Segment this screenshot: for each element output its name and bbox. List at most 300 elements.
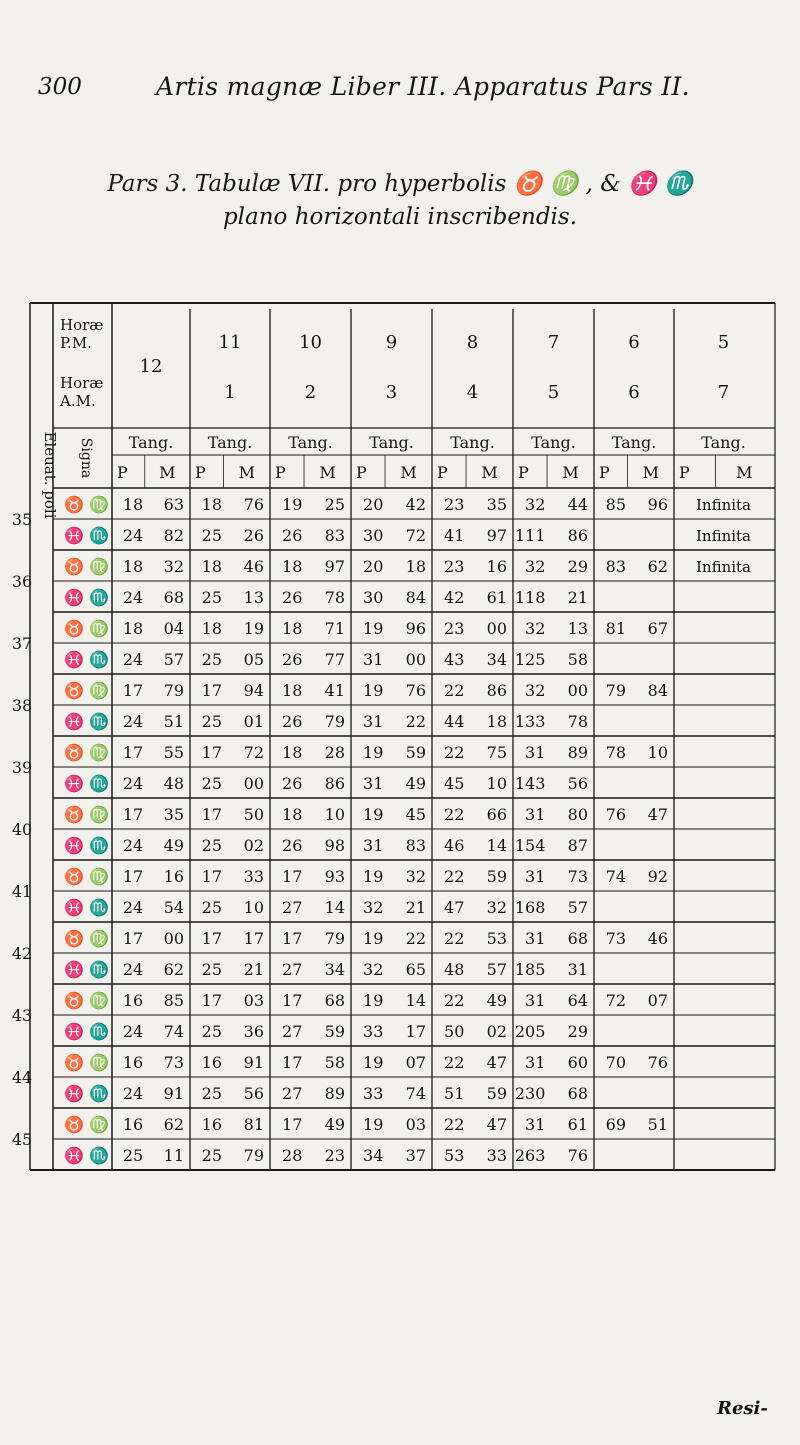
- degrees-value: 42: [444, 588, 465, 607]
- minutes-value: 10: [647, 743, 668, 762]
- minutes-value: 92: [647, 867, 668, 886]
- degrees-value: 22: [444, 805, 465, 824]
- infinite-value: Infinita: [695, 496, 752, 514]
- running-head: Artis magnæ Liber III. Apparatus Pars II.: [156, 72, 690, 101]
- m-label: M: [400, 463, 417, 482]
- degrees-value: 24: [122, 712, 144, 731]
- degrees-value: 73: [605, 929, 626, 948]
- sign-cell: ♓ ♏: [64, 650, 109, 669]
- minutes-value: 32: [486, 898, 507, 917]
- sign-cell: ♉ ♍: [64, 1053, 109, 1072]
- hour-am: 4: [466, 382, 479, 403]
- minutes-value: 91: [163, 1084, 184, 1103]
- degrees-value: 133: [514, 712, 546, 731]
- hour-pm: 6: [628, 332, 640, 353]
- minutes-value: 28: [324, 743, 345, 762]
- degrees-value: 32: [525, 619, 546, 638]
- degrees-value: 17: [282, 1053, 303, 1072]
- degrees-value: 25: [201, 1084, 222, 1103]
- minutes-value: 02: [486, 1022, 507, 1041]
- pole-number: 35: [11, 510, 33, 529]
- hour-pm: 8: [466, 332, 479, 353]
- degrees-value: 16: [201, 1115, 222, 1134]
- degrees-value: 16: [201, 1053, 222, 1072]
- degrees-value: 23: [444, 557, 465, 576]
- p-label: P: [599, 463, 610, 482]
- minutes-value: 04: [163, 619, 184, 638]
- degrees-value: 168: [514, 898, 546, 917]
- degrees-value: 19: [363, 867, 384, 886]
- m-label: M: [642, 463, 659, 482]
- degrees-value: 19: [282, 495, 303, 514]
- minutes-value: 91: [243, 1053, 264, 1072]
- degrees-value: 44: [444, 712, 465, 731]
- minutes-value: 03: [243, 991, 264, 1010]
- degrees-value: 85: [605, 495, 626, 514]
- minutes-value: 17: [405, 1022, 426, 1041]
- minutes-value: 76: [567, 1146, 588, 1165]
- degrees-value: 24: [122, 650, 144, 669]
- minutes-value: 56: [243, 1084, 264, 1103]
- hour-am: 3: [385, 382, 398, 403]
- m-label: M: [562, 463, 579, 482]
- pole-elevation-label: Eleuat. poli: [41, 431, 59, 519]
- minutes-value: 72: [405, 526, 426, 545]
- minutes-value: 23: [324, 1146, 345, 1165]
- degrees-value: 51: [444, 1084, 465, 1103]
- degrees-value: 31: [525, 1115, 546, 1134]
- degrees-value: 18: [201, 495, 222, 514]
- degrees-value: 19: [363, 805, 384, 824]
- degrees-value: 18: [201, 619, 222, 638]
- degrees-value: 76: [605, 805, 626, 824]
- minutes-value: 65: [405, 960, 426, 979]
- pole-number: 41: [11, 882, 33, 901]
- hour-pm: 7: [547, 332, 560, 353]
- minutes-value: 18: [405, 557, 426, 576]
- minutes-value: 94: [243, 681, 264, 700]
- hour-am: 1: [224, 382, 236, 403]
- minutes-value: 07: [405, 1053, 426, 1072]
- degrees-value: 111: [514, 526, 546, 545]
- horae-am-label: Horæ: [60, 374, 104, 392]
- degrees-value: 27: [282, 1084, 303, 1103]
- sign-cell: ♉ ♍: [64, 743, 109, 762]
- minutes-value: 33: [243, 867, 264, 886]
- minutes-value: 02: [243, 836, 264, 855]
- horae-pm-label: Horæ: [60, 316, 104, 334]
- pole-number: 44: [11, 1068, 33, 1087]
- degrees-value: 25: [201, 712, 222, 731]
- minutes-value: 57: [486, 960, 507, 979]
- degrees-value: 20: [363, 557, 384, 576]
- minutes-value: 41: [324, 681, 345, 700]
- sign-cell: ♓ ♏: [64, 898, 109, 917]
- degrees-value: 16: [122, 1115, 144, 1134]
- minutes-value: 10: [486, 774, 507, 793]
- pole-number: 43: [11, 1006, 33, 1025]
- degrees-value: 25: [201, 1146, 222, 1165]
- sign-cell: ♓ ♏: [64, 1022, 109, 1041]
- minutes-value: 83: [405, 836, 426, 855]
- degrees-value: 16: [122, 1053, 144, 1072]
- sign-cell: ♓ ♏: [64, 526, 109, 545]
- degrees-value: 31: [525, 1053, 546, 1072]
- sign-cell: ♓ ♏: [64, 1146, 109, 1165]
- minutes-value: 79: [163, 681, 184, 700]
- degrees-value: 74: [605, 867, 626, 886]
- degrees-value: 32: [525, 681, 546, 700]
- degrees-value: 18: [201, 557, 222, 576]
- degrees-value: 22: [444, 1115, 465, 1134]
- minutes-value: 44: [567, 495, 588, 514]
- degrees-value: 81: [605, 619, 626, 638]
- minutes-value: 00: [163, 929, 184, 948]
- minutes-value: 68: [567, 929, 588, 948]
- minutes-value: 89: [567, 743, 588, 762]
- tang-label: Tang.: [611, 433, 657, 452]
- minutes-value: 45: [405, 805, 426, 824]
- degrees-value: 31: [363, 836, 384, 855]
- minutes-value: 68: [567, 1084, 588, 1103]
- sign-cell: ♉ ♍: [64, 805, 109, 824]
- minutes-value: 66: [486, 805, 507, 824]
- degrees-value: 19: [363, 743, 384, 762]
- tang-label: Tang.: [207, 433, 253, 452]
- minutes-value: 74: [163, 1022, 184, 1041]
- minutes-value: 73: [163, 1053, 184, 1072]
- pole-number: 39: [11, 758, 33, 777]
- degrees-value: 17: [282, 1115, 303, 1134]
- minutes-value: 03: [405, 1115, 426, 1134]
- p-label: P: [275, 463, 286, 482]
- minutes-value: 00: [486, 619, 507, 638]
- minutes-value: 78: [324, 588, 345, 607]
- minutes-value: 14: [405, 991, 426, 1010]
- degrees-value: 41: [444, 526, 465, 545]
- minutes-value: 82: [163, 526, 184, 545]
- degrees-value: 17: [201, 805, 222, 824]
- signa-label: Signa: [78, 437, 94, 479]
- infinite-value: Infinita: [695, 558, 752, 576]
- degrees-value: 19: [363, 929, 384, 948]
- degrees-value: 24: [122, 588, 144, 607]
- minutes-value: 85: [163, 991, 184, 1010]
- minutes-value: 76: [405, 681, 426, 700]
- degrees-value: 24: [122, 526, 144, 545]
- degrees-value: 17: [282, 929, 303, 948]
- degrees-value: 263: [514, 1146, 546, 1165]
- minutes-value: 78: [567, 712, 588, 731]
- minutes-value: 49: [163, 836, 184, 855]
- tang-label: Tang.: [450, 433, 495, 452]
- minutes-value: 79: [324, 712, 345, 731]
- degrees-value: 19: [363, 619, 384, 638]
- minutes-value: 86: [324, 774, 345, 793]
- minutes-value: 47: [647, 805, 668, 824]
- degrees-value: 18: [282, 743, 303, 762]
- degrees-value: 25: [201, 650, 222, 669]
- minutes-value: 16: [163, 867, 184, 886]
- minutes-value: 00: [405, 650, 426, 669]
- minutes-value: 79: [324, 929, 345, 948]
- minutes-value: 34: [324, 960, 345, 979]
- degrees-value: 18: [122, 557, 144, 576]
- degrees-value: 47: [444, 898, 465, 917]
- degrees-value: 24: [122, 898, 144, 917]
- minutes-value: 62: [163, 960, 184, 979]
- tang-label: Tang.: [128, 433, 174, 452]
- hour-pm: 5: [717, 332, 730, 353]
- degrees-value: 31: [525, 991, 546, 1010]
- minutes-value: 86: [486, 681, 507, 700]
- degrees-value: 72: [605, 991, 626, 1010]
- minutes-value: 97: [324, 557, 345, 576]
- minutes-value: 77: [324, 650, 345, 669]
- degrees-value: 32: [525, 495, 546, 514]
- minutes-value: 74: [405, 1084, 426, 1103]
- minutes-value: 10: [324, 805, 345, 824]
- degrees-value: 205: [514, 1022, 546, 1041]
- degrees-value: 34: [363, 1146, 384, 1165]
- degrees-value: 26: [282, 526, 303, 545]
- minutes-value: 14: [324, 898, 345, 917]
- degrees-value: 43: [444, 650, 465, 669]
- sign-cell: ♓ ♏: [64, 836, 109, 855]
- minutes-value: 46: [243, 557, 264, 576]
- p-label: P: [437, 463, 448, 482]
- p-label: P: [518, 463, 529, 482]
- degrees-value: 27: [282, 1022, 303, 1041]
- degrees-value: 17: [122, 681, 144, 700]
- degrees-value: 22: [444, 991, 465, 1010]
- hour-am: 5: [547, 382, 560, 403]
- minutes-value: 54: [163, 898, 184, 917]
- minutes-value: 86: [567, 526, 588, 545]
- minutes-value: 00: [567, 681, 588, 700]
- minutes-value: 83: [324, 526, 345, 545]
- p-label: P: [195, 463, 206, 482]
- degrees-value: 24: [122, 836, 144, 855]
- minutes-value: 67: [647, 619, 668, 638]
- pole-number: 40: [11, 820, 33, 839]
- minutes-value: 05: [243, 650, 264, 669]
- hour-am: 7: [717, 382, 730, 403]
- minutes-value: 13: [567, 619, 588, 638]
- minutes-value: 33: [486, 1146, 507, 1165]
- m-label: M: [159, 463, 176, 482]
- minutes-value: 53: [486, 929, 507, 948]
- minutes-value: 87: [567, 836, 588, 855]
- minutes-value: 61: [486, 588, 507, 607]
- degrees-value: 24: [122, 1022, 144, 1041]
- degrees-value: 18: [122, 619, 144, 638]
- degrees-value: 17: [201, 991, 222, 1010]
- minutes-value: 16: [486, 557, 507, 576]
- degrees-value: 25: [201, 836, 222, 855]
- minutes-value: 14: [486, 836, 507, 855]
- pole-number: 36: [11, 572, 33, 591]
- degrees-value: 26: [282, 774, 303, 793]
- tang-label: Tang.: [701, 433, 746, 452]
- minutes-value: 21: [405, 898, 426, 917]
- minutes-value: 18: [486, 712, 507, 731]
- sign-cell: ♓ ♏: [64, 774, 109, 793]
- degrees-value: 17: [201, 681, 222, 700]
- minutes-value: 22: [405, 712, 426, 731]
- degrees-value: 31: [363, 712, 384, 731]
- minutes-value: 22: [405, 929, 426, 948]
- degrees-value: 28: [282, 1146, 303, 1165]
- table-title-line1: Pars 3. Tabulæ VII. pro hyperbolis ♉ ♍ , & ♓ ♏: [107, 171, 693, 197]
- horae-pm-label: P.M.: [60, 334, 92, 352]
- minutes-value: 60: [567, 1053, 588, 1072]
- degrees-value: 125: [514, 650, 546, 669]
- degrees-value: 23: [444, 619, 465, 638]
- minutes-value: 17: [243, 929, 264, 948]
- degrees-value: 79: [605, 681, 626, 700]
- hour-am: 2: [304, 382, 317, 403]
- degrees-value: 23: [444, 495, 465, 514]
- m-label: M: [319, 463, 336, 482]
- hour-pm: 9: [385, 332, 398, 353]
- pole-number: 45: [11, 1130, 33, 1149]
- degrees-value: 46: [444, 836, 465, 855]
- degrees-value: 18: [282, 805, 303, 824]
- sign-cell: ♉ ♍: [64, 619, 109, 638]
- p-label: P: [117, 463, 128, 482]
- degrees-value: 25: [201, 1022, 222, 1041]
- m-label: M: [736, 463, 753, 482]
- sign-cell: ♓ ♏: [64, 1084, 109, 1103]
- degrees-value: 25: [201, 774, 222, 793]
- degrees-value: 17: [201, 929, 222, 948]
- pole-number: 38: [11, 696, 33, 715]
- degrees-value: 24: [122, 774, 144, 793]
- degrees-value: 230: [514, 1084, 546, 1103]
- minutes-value: 97: [486, 526, 507, 545]
- hour-pm: 11: [218, 332, 242, 353]
- minutes-value: 29: [567, 557, 588, 576]
- minutes-value: 89: [324, 1084, 345, 1103]
- degrees-value: 30: [363, 588, 384, 607]
- degrees-value: 22: [444, 929, 465, 948]
- minutes-value: 31: [567, 960, 588, 979]
- minutes-value: 48: [163, 774, 184, 793]
- degrees-value: 22: [444, 743, 465, 762]
- page-number: 300: [38, 74, 82, 100]
- minutes-value: 62: [647, 557, 668, 576]
- degrees-value: 26: [282, 650, 303, 669]
- minutes-value: 71: [324, 619, 345, 638]
- tang-label: Tang.: [288, 433, 333, 452]
- degrees-value: 18: [282, 619, 303, 638]
- degrees-value: 17: [282, 991, 303, 1010]
- degrees-value: 22: [444, 867, 465, 886]
- minutes-value: 47: [486, 1115, 507, 1134]
- minutes-value: 64: [567, 991, 588, 1010]
- minutes-value: 76: [243, 495, 264, 514]
- degrees-value: 25: [201, 960, 222, 979]
- sign-cell: ♉ ♍: [64, 681, 109, 700]
- degrees-value: 26: [282, 836, 303, 855]
- degrees-value: 185: [514, 960, 546, 979]
- minutes-value: 49: [324, 1115, 345, 1134]
- minutes-value: 49: [405, 774, 426, 793]
- degrees-value: 22: [444, 681, 465, 700]
- degrees-value: 32: [525, 557, 546, 576]
- degrees-value: 27: [282, 898, 303, 917]
- minutes-value: 59: [486, 867, 507, 886]
- sign-cell: ♓ ♏: [64, 588, 109, 607]
- minutes-value: 47: [486, 1053, 507, 1072]
- degrees-value: 31: [525, 743, 546, 762]
- minutes-value: 35: [163, 805, 184, 824]
- degrees-value: 16: [122, 991, 144, 1010]
- sign-cell: ♉ ♍: [64, 867, 109, 886]
- minutes-value: 61: [567, 1115, 588, 1134]
- minutes-value: 96: [647, 495, 668, 514]
- minutes-value: 62: [163, 1115, 184, 1134]
- minutes-value: 42: [405, 495, 426, 514]
- minutes-value: 13: [243, 588, 264, 607]
- sign-cell: ♉ ♍: [64, 557, 109, 576]
- minutes-value: 73: [567, 867, 588, 886]
- table-title-line2: plano horizontali inscribendis.: [222, 204, 578, 230]
- minutes-value: 34: [486, 650, 507, 669]
- degrees-value: 25: [201, 588, 222, 607]
- infinite-value: Infinita: [695, 527, 752, 545]
- minutes-value: 36: [243, 1022, 264, 1041]
- minutes-value: 76: [647, 1053, 668, 1072]
- minutes-value: 21: [567, 588, 588, 607]
- minutes-value: 79: [243, 1146, 264, 1165]
- minutes-value: 75: [486, 743, 507, 762]
- degrees-value: 45: [444, 774, 465, 793]
- hour-am: 6: [628, 382, 640, 403]
- minutes-value: 59: [486, 1084, 507, 1103]
- degrees-value: 17: [201, 743, 222, 762]
- p-label: P: [679, 463, 690, 482]
- minutes-value: 57: [567, 898, 588, 917]
- degrees-value: 24: [122, 960, 144, 979]
- minutes-value: 35: [486, 495, 507, 514]
- minutes-value: 84: [405, 588, 426, 607]
- degrees-value: 24: [122, 1084, 144, 1103]
- minutes-value: 59: [324, 1022, 345, 1041]
- minutes-value: 32: [405, 867, 426, 886]
- sign-cell: ♉ ♍: [64, 495, 109, 514]
- degrees-value: 25: [201, 526, 222, 545]
- degrees-value: 17: [122, 743, 144, 762]
- degrees-value: 143: [514, 774, 546, 793]
- degrees-value: 31: [525, 805, 546, 824]
- minutes-value: 00: [243, 774, 264, 793]
- minutes-value: 29: [567, 1022, 588, 1041]
- degrees-value: 31: [525, 929, 546, 948]
- p-label: P: [356, 463, 367, 482]
- minutes-value: 72: [243, 743, 264, 762]
- sign-cell: ♉ ♍: [64, 1115, 109, 1134]
- degrees-value: 30: [363, 526, 384, 545]
- degrees-value: 118: [514, 588, 546, 607]
- degrees-value: 53: [444, 1146, 465, 1165]
- minutes-value: 51: [647, 1115, 668, 1134]
- degrees-value: 31: [363, 774, 384, 793]
- degrees-value: 17: [282, 867, 303, 886]
- degrees-value: 18: [282, 557, 303, 576]
- degrees-value: 17: [122, 929, 144, 948]
